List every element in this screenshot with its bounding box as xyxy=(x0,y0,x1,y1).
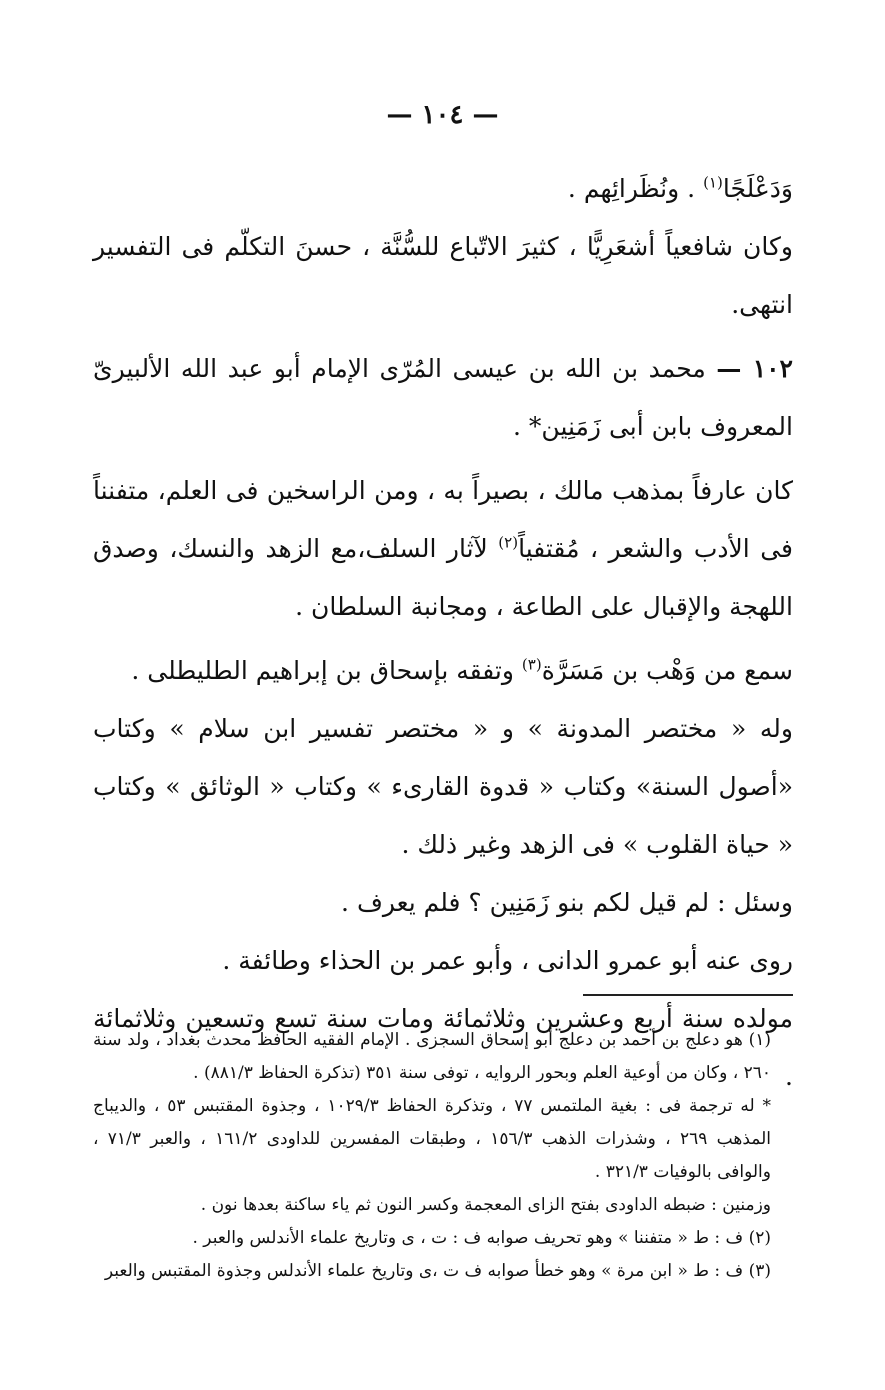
paragraph-4 xyxy=(93,462,793,636)
paragraph-9: مولده سنة أربع وعشرين وثلاثمائة ومات سنة تسع وتسعين وثلاثمائة . xyxy=(93,1004,793,1091)
entry-number: ١٠٢ — xyxy=(716,354,793,383)
page-number: — ١٠٤ — xyxy=(386,100,499,130)
main-text xyxy=(93,160,793,1106)
footnote-marker-3: (٣) xyxy=(521,655,542,674)
paragraph-8: روى عنه أبو عمرو الدانى ، وأبو عمر بن الحذاء وطائفة . xyxy=(222,946,793,975)
entry-title: محمد بن الله بن عيسى المُرّى الإمام أبو عبد الله الألبيرىّ المعروف بابن أبى زَمَنِين* . xyxy=(93,354,793,441)
paragraph-1-text: وَدَعْلَجًا xyxy=(722,174,793,203)
paragraph-4-part-a: كان عارفاً بمذهب مالك ، بصيراً به ، ومن الراسخين فى العلم، متفنناً فى الأدب والشعر ، مُقتفياً xyxy=(93,476,793,563)
paragraph-5-part-b: وتفقه بإسحاق بن إبراهيم الطليطلى . xyxy=(131,656,514,685)
footnote-3: (٣) ف : ط « ابن مرة » وهو خطأ صوابه ف ت ،ى وتاريخ علماء الأندلس وجذوة المقتبس والعبر xyxy=(104,1261,771,1281)
paragraph-7: وسئل : لم قيل لكم بنو زَمَنِين ؟ فلم يعرف . xyxy=(341,888,793,917)
paragraph-2: وكان شافعياً أشعَرِيًّا ، كثيرَ الاتّباع للسُّنَّة ، حسنَ التكلّم فى التفسير انتهى. xyxy=(93,232,793,319)
footnote-marker-2: (٢) xyxy=(498,533,519,552)
paragraph-6: وله « مختصر المدونة » و « مختصر تفسير ابن سلام » وكتاب «أصول السنة» وكتاب « قدوة القارىء » وكتاب « الوثائق » وكتاب « حياة القلوب » فى الزهد وغير ذلك . xyxy=(93,714,793,859)
paragraph-5 xyxy=(93,642,793,700)
paragraph-1 xyxy=(93,160,793,218)
paragraph-5-part-a: سمع من وَهْب بن مَسَرَّة xyxy=(541,656,793,685)
footnote-2: (٢) ف : ط « متفننا » وهو تحريف صوابه ف : ت ، ى وتاريخ علماء الأندلس والعبر . xyxy=(192,1228,771,1248)
paragraph-1-rest: . ونُظَرائِهم . xyxy=(567,174,696,203)
biography-entry-heading xyxy=(93,340,793,456)
footnote-zamanin: وزمنين : ضبطه الداودى بفتح الزاى المعجمة وكسر النون ثم ياء ساكنة بعدها نون . xyxy=(200,1195,771,1215)
footnote-marker-1: (١) xyxy=(703,173,723,192)
footnotes xyxy=(93,1024,793,1288)
footnote-divider xyxy=(583,994,793,996)
footnote-star: * له ترجمة فى : بغية الملتمس ٧٧ ، وتذكرة الحفاظ ١٠٢٩/٣ ، وجذوة المقتبس ٥٣ ، والديباج المذهب ٢٦٩ ، وشذرات الذهب ١٥٦/٣ ، وطبقات المفسرين للداودى ١٦١/٢ ، والعبر ٧١/٣ ، والوافى بالوفيات ٣٢١/٣ . xyxy=(93,1096,772,1182)
paragraph-4-part-b: لآثار السلف،مع الزهد والنسك، وصدق اللهجة والإقبال على الطاعة ، ومجانبة السلطان . xyxy=(93,534,793,621)
footnote-1: (١) هو دعلج بن أحمد بن دعلج أبو إسحاق السجزى . الإمام الفقيه الحافظ محدث بغداد ، ولد سنة ٢٦٠ ، وكان من أوعية العلم وبحور الروايه ، توفى سنة ٣٥١ (تذكرة الحفاظ ٨٨١/٣) . xyxy=(93,1030,772,1083)
